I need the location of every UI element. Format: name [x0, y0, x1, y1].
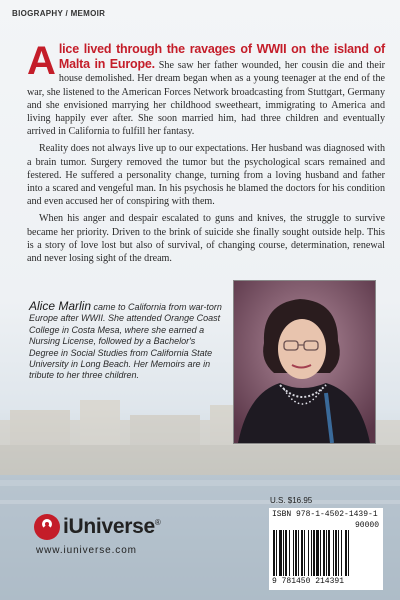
- blurb-paragraph-1-text: She saw her father wounded, her cousin die and their house demolished. Her dream began when as a young teenager at the end of the war, she listened to the American Forces Network broadcasting from Stuttgart, Germany and she envisioned marrying her childhood sweetheart, immigrating to America and living happily ever after. She soon married him, had three children and eventually arrived in California to fulfill her fantasy.: [27, 60, 385, 138]
- author-photo: [233, 280, 376, 444]
- author-bio: [29, 299, 226, 382]
- blurb-paragraph-1: [27, 39, 385, 138]
- author-name: Alice Marlin: [29, 299, 92, 313]
- drop-cap: A: [27, 39, 56, 83]
- blurb-paragraph-2: Reality does not always live up to our expectations. Her husband was diagnosed with a brain tumor. Surgery removed the tumor but the psychological scars remained and festered. He suffered a personality change, turning from a loving husband and father into a scared and vengeful man. In his psychosis he blamed the doctors for his condition and even accused her of conspiring with them.: [27, 143, 385, 208]
- isbn-barcode-digits: 9 781450 214391: [272, 577, 345, 586]
- isbn-price-code: 90000: [354, 521, 379, 530]
- barcode-bars-image: [273, 530, 379, 576]
- author-bio-text: came to California from war-torn Europe after WWII. She attended Orange Coast College in Costa Mesa, where she earned a Nursing License, followed by a Bachelor's Degree in Social Studies from California State University in Long Beach. Her Memoirs are in tribute to her three children.: [29, 302, 222, 381]
- publisher-name: iUniverse: [63, 515, 155, 538]
- isbn-barcode: [269, 508, 383, 590]
- back-cover-blurb: [27, 39, 385, 269]
- category-label: BIOGRAPHY / MEMOIR: [12, 9, 106, 18]
- publisher-logo: [34, 514, 160, 540]
- author-portrait-image: [234, 281, 375, 443]
- price-label: U.S. $16.95: [270, 496, 313, 505]
- publisher-website: www.iuniverse.com: [36, 545, 137, 556]
- registered-mark: ®: [154, 518, 161, 527]
- iuniverse-logo-icon: [34, 514, 60, 540]
- isbn-number: ISBN 978-1-4502-1439-1: [272, 510, 378, 519]
- blurb-paragraph-3: When his anger and despair escalated to guns and knives, the struggle to survive became her priority. Driven to the brink of suicide she finally sought outside help. This is a story of love lost but also of survival, of changing course, determination, renewal and never losing sight of the dream.: [27, 213, 385, 265]
- lead-sentence: lice lived through the ravages of WWII on the island of Malta in Europe.: [58, 42, 385, 72]
